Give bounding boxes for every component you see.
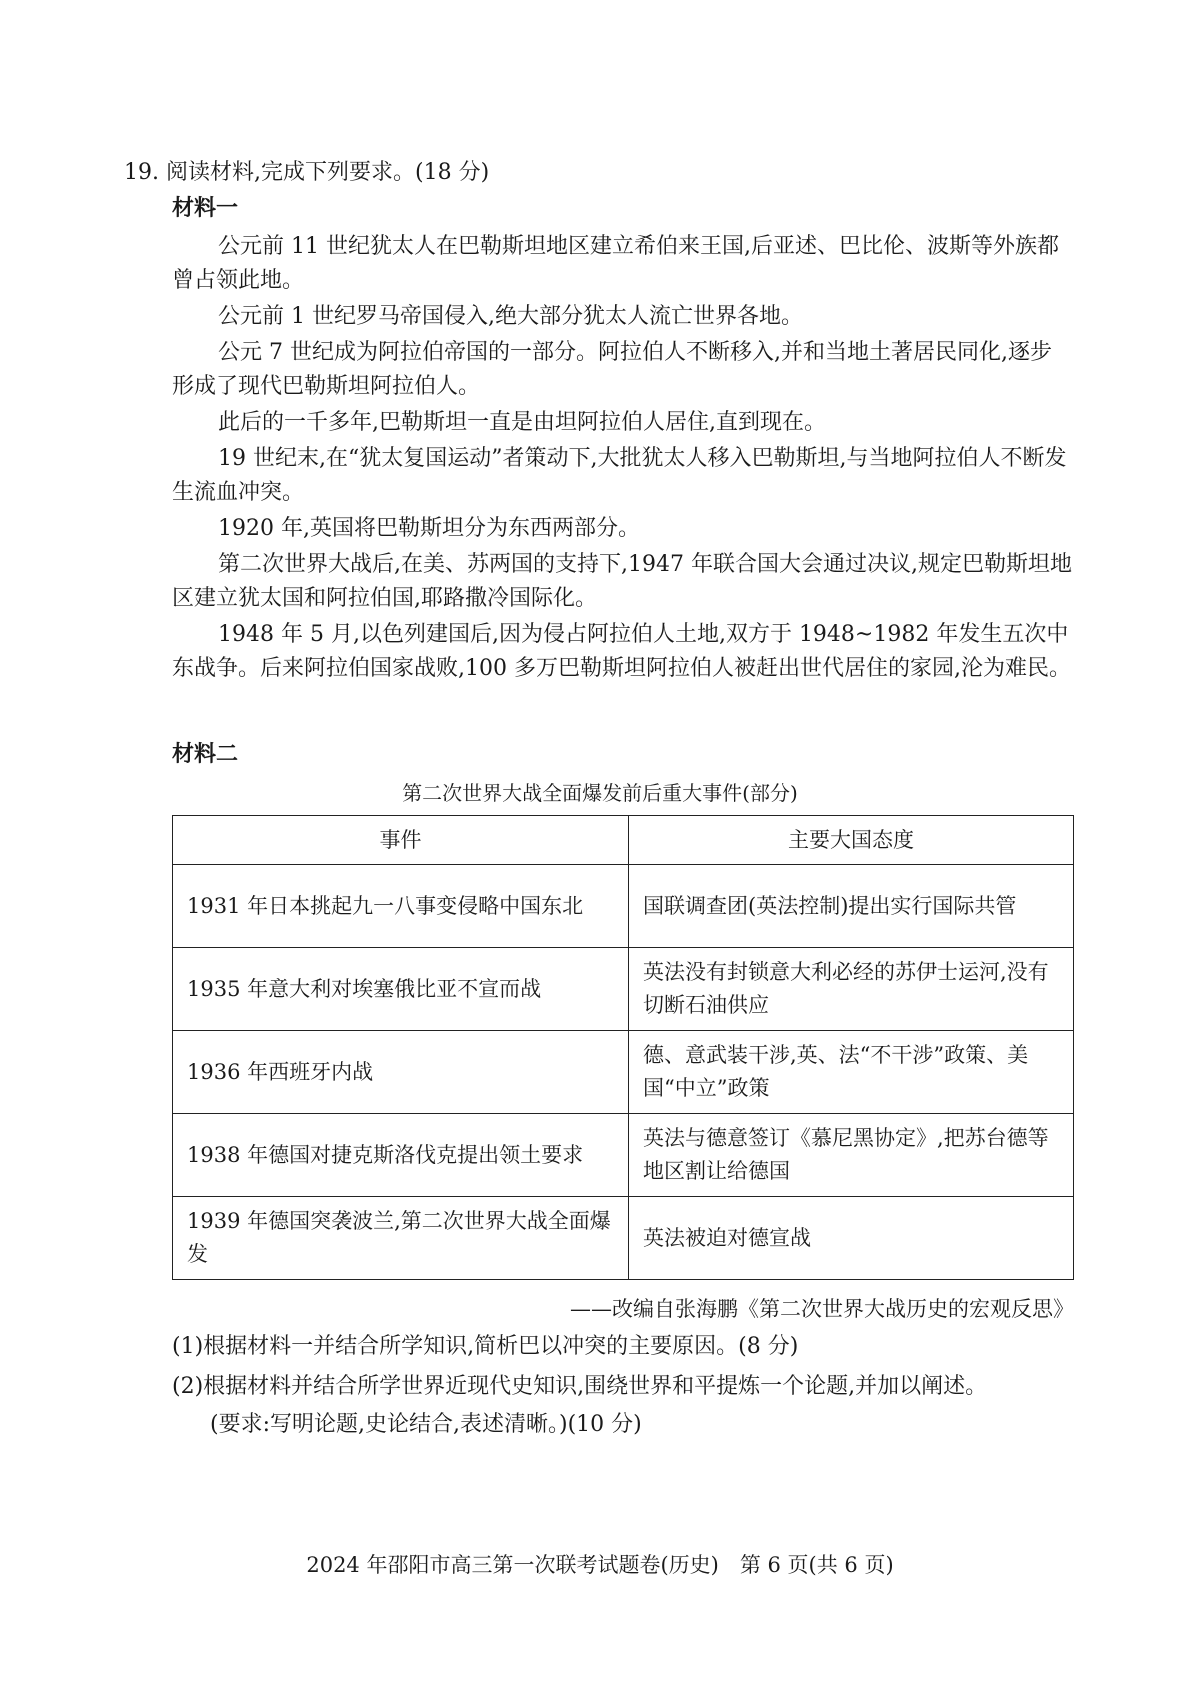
material1-paragraph: 公元前 1 世纪罗马帝国侵入,绝大部分犹太人流亡世界各地。: [218, 304, 803, 329]
material1-paragraph: 第二次世界大战后,在美、苏两国的支持下,1947 年联合国大会通过决议,规定巴勒斯坦地区建立犹太国和阿拉伯国,耶路撒冷国际化。: [172, 552, 1072, 611]
table-row: [173, 1031, 1074, 1114]
source-citation: ——改编自张海鹏《第二次世界大战历史的宏观反思》: [570, 1297, 1074, 1321]
event-cell: 1931 年日本挑起九一八事变侵略中国东北: [173, 865, 629, 948]
table-row: [173, 1114, 1074, 1197]
material1-heading: 材料一: [172, 196, 239, 221]
table-row: [173, 865, 1074, 948]
column-header-attitude: 主要大国态度: [629, 816, 1074, 865]
table-row: [173, 948, 1074, 1031]
event-cell: 1936 年西班牙内战: [173, 1031, 629, 1114]
material1-paragraph: 1920 年,英国将巴勒斯坦分为东西两部分。: [218, 516, 640, 541]
material1-paragraph: 公元前 11 世纪犹太人在巴勒斯坦地区建立希伯来王国,后亚述、巴比伦、波斯等外族都曾占领此地。: [172, 234, 1059, 293]
event-cell: 1938 年德国对捷克斯洛伐克提出领土要求: [173, 1114, 629, 1197]
attitude-cell: 英法没有封锁意大利必经的苏伊士运河,没有切断石油供应: [629, 948, 1074, 1031]
sub-question-2-requirements: (要求:写明论题,史论结合,表述清晰。)(10 分): [210, 1412, 642, 1437]
event-cell: 1935 年意大利对埃塞俄比亚不宣而战: [173, 948, 629, 1031]
sub-question-2: (2)根据材料并结合所学世界近现代史知识,围绕世界和平提炼一个论题,并加以阐述。: [172, 1374, 988, 1399]
attitude-cell: 国联调查团(英法控制)提出实行国际共管: [629, 865, 1074, 948]
attitude-cell: 英法被迫对德宣战: [629, 1197, 1074, 1280]
table-row: [173, 1197, 1074, 1280]
material1-paragraph: 此后的一千多年,巴勒斯坦一直是由坦阿拉伯人居住,直到现在。: [218, 410, 826, 435]
table-title: 第二次世界大战全面爆发前后重大事件(部分): [402, 781, 798, 805]
attitude-cell: 英法与德意签订《慕尼黑协定》,把苏台德等地区割让给德国: [629, 1114, 1074, 1197]
attitude-cell: 德、意武装干涉,英、法“不干涉”政策、美国“中立”政策: [629, 1031, 1074, 1114]
sub-question-1: (1)根据材料一并结合所学知识,简析巴以冲突的主要原因。(8 分): [172, 1334, 799, 1359]
events-table: [172, 815, 1074, 1280]
question-number: 19.: [124, 160, 159, 185]
page-footer: 2024 年邵阳市高三第一次联考试题卷(历史) 第 6 页(共 6 页): [306, 1553, 894, 1577]
column-header-event: 事件: [173, 816, 629, 865]
material1-paragraph: 公元 7 世纪成为阿拉伯帝国的一部分。阿拉伯人不断移入,并和当地土著居民同化,逐步形成了现代巴勒斯坦阿拉伯人。: [172, 340, 1052, 399]
event-cell: 1939 年德国突袭波兰,第二次世界大战全面爆发: [173, 1197, 629, 1280]
material2-heading: 材料二: [172, 742, 239, 767]
material1-paragraph: 19 世纪末,在“犹太复国运动”者策动下,大批犹太人移入巴勒斯坦,与当地阿拉伯人不断发生流血冲突。: [172, 446, 1067, 505]
question-prompt: 阅读材料,完成下列要求。(18 分): [166, 160, 490, 185]
question-header: [124, 158, 489, 188]
material1-paragraph: 1948 年 5 月,以色列建国后,因为侵占阿拉伯人土地,双方于 1948~1982 年发生五次中东战争。后来阿拉伯国家战败,100 多万巴勒斯坦阿拉伯人被赶出世代居住的家园,沦为难民。: [172, 622, 1071, 681]
table-header-row: [173, 816, 1074, 865]
